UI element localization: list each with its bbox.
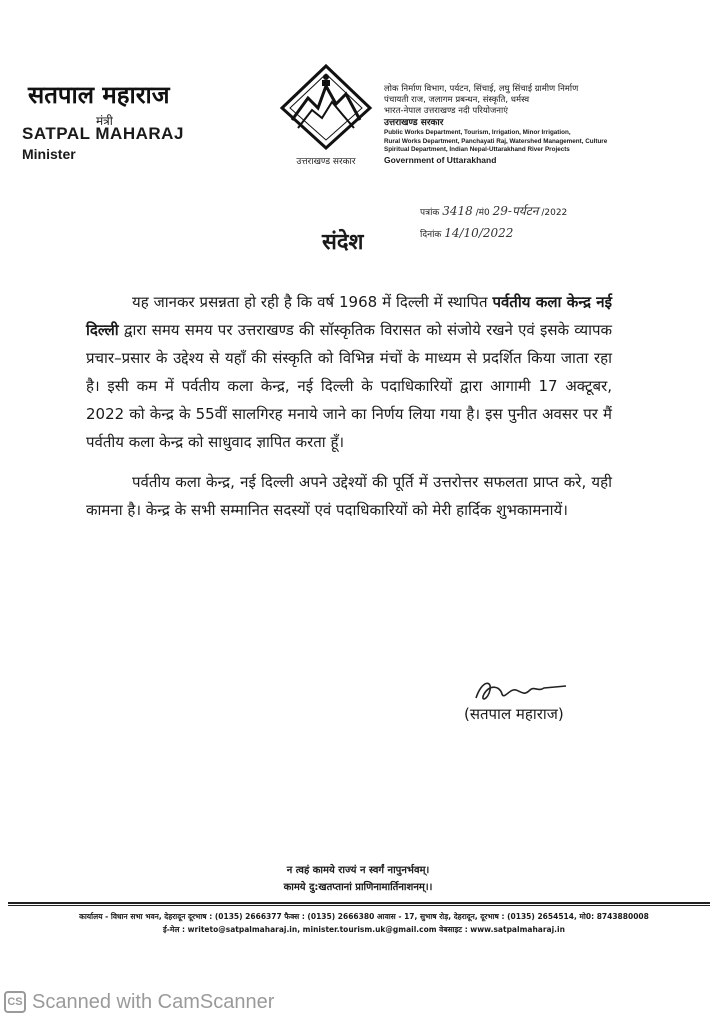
reference-block <box>420 202 567 250</box>
organisation-name: पर्वतीय कला केन्द्र नई दिल्ली <box>86 293 612 339</box>
date-value: 14/10/2022 <box>444 226 514 240</box>
footer-divider <box>8 902 710 904</box>
letter-body <box>86 288 612 524</box>
government-name: Government of Uttarakhand <box>384 154 497 165</box>
camscanner-watermark <box>4 988 274 1016</box>
footer-divider <box>8 905 710 906</box>
date-label: दिनांक <box>420 230 442 240</box>
footer-contact: ई-मेल : writeto@satpalmaharaj.in, minister.tourism.uk@gmail.com वेबसाइट : www.satpalmaharaj.in <box>163 925 565 934</box>
patrank-label: पत्रांक <box>420 208 440 218</box>
department-english-line: Public Works Department, Tourism, Irrigation, Minor Irrigation, <box>384 129 571 136</box>
body-paragraph-2: पर्वतीय कला केन्द्र, नई दिल्ली अपने उद्देश्यों की पूर्ति में उत्तरोत्तर सफलता प्राप्त करे, यही कामना है। केन्द्र के सभी सम्मानित सदस्यों एवं पदाधिकारियों को मेरी हार्दिक शुभकामनायें। <box>86 473 612 519</box>
camscanner-logo-icon: CS <box>4 991 26 1013</box>
body-p1-after: द्वारा समय समय पर उत्तराखण्ड की सॉस्कृतिक विरासत को संजोये रखने एवं इसके व्यापक प्रचार–प्रसार के उद्देश्य से यहाँ की संस्कृति को विभिन्न मंचों के माध्यम से प्रदर्शित किया जाता रहा है। इसी कम में पर्वतीय कला केन्द्र, नई दिल्ली के पदाधिकारियों द्वारा आगामी 17 अक्टूबर, 2022 को केन्द्र के 55वीं सालगिरह मनाये जाने का निर्णय लिया गया है। इस पुनीत अवसर पर मैं पर्वतीय कला केन्द्र को साधुवाद ज्ञापित करता हूँ। <box>86 321 612 451</box>
year-suffix: /2022 <box>541 208 568 218</box>
department-list <box>384 84 714 166</box>
reference-number-row <box>420 202 567 226</box>
footer-address: कार्यालय - विधान सभा भवन, देहरादून दूरभाष : (0135) 2666377 फैक्स : (0135) 2666380 आवास - 17, सुभाष रोड़, देहरादून, दूरभाष : (0135) 2654514, मो0: 8743880008 <box>79 912 649 921</box>
minister-name-hindi: सतपाल महाराज <box>28 81 170 109</box>
mantri-label: /मं0 <box>475 208 490 218</box>
department-english-line: Rural Works Department, Panchayati Raj, Watershed Management, Culture <box>384 137 608 145</box>
department-hindi-line: भारत-नेपाल उत्तराखण्ड नदी परियोजनाएं <box>384 106 508 116</box>
footer <box>14 910 714 936</box>
body-p1-before: यह जानकर प्रसन्नता हो रही है कि वर्ष 1968 में दिल्ली में स्थापित <box>132 293 493 311</box>
department-hindi-line: लोक निर्माण विभाग, पर्यटन, सिंचाई, लघु सिंचाई ग्रामीण निर्माण <box>384 84 579 94</box>
letter-heading: संदेश <box>322 230 364 255</box>
department-hindi-line: पंचायती राज, जलागम प्रबन्धन, संस्कृति, धर्मस्व <box>384 95 530 105</box>
shloka-line-1: न त्वहं कामये राज्यं न स्वर्गं नापुनर्भवम्। <box>286 865 430 876</box>
signature-name: (सतपाल महाराज) <box>464 705 564 723</box>
shloka <box>0 862 716 896</box>
patrank-value: 3418 <box>442 204 473 218</box>
reference-date-row <box>420 226 567 250</box>
minister-role-hindi: मंत्री <box>96 114 113 128</box>
shloka-line-2: कामये दु:खतप्तानां प्राणिनामार्तिनाशनम्।। <box>283 882 433 893</box>
body-paragraph-1 <box>86 288 612 456</box>
signature-scribble <box>472 676 572 706</box>
department-english-line: Spiritual Department, Indian Nepal-Uttarakhand River Projects <box>384 146 570 153</box>
uttarakhand-emblem-icon <box>278 62 374 150</box>
camscanner-text: Scanned with CamScanner <box>32 990 275 1013</box>
government-emblem <box>278 62 374 168</box>
emblem-label: उत्तराखण्ड सरकार <box>296 157 356 167</box>
minister-role-english: Minister <box>22 146 76 162</box>
mantri-value: 29-पर्यटन <box>492 204 539 218</box>
department-hindi-org: उत्तराखण्ड सरकार <box>384 118 444 128</box>
minister-name-english: SATPAL MAHARAJ <box>22 124 184 143</box>
